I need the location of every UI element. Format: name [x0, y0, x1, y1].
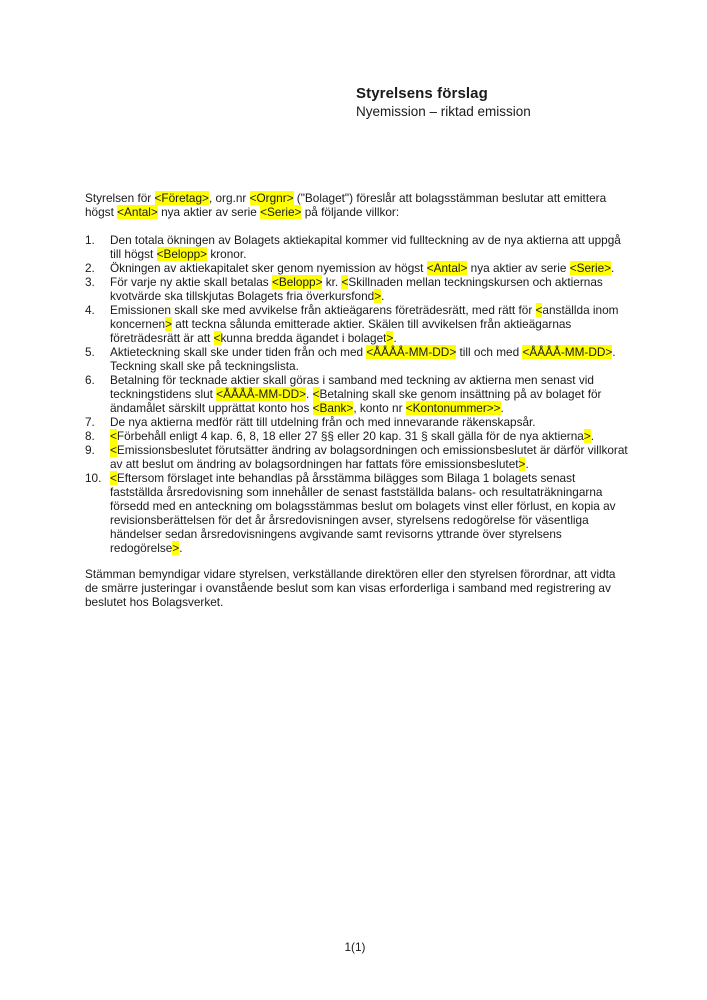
placeholder-highlight: <ÅÅÅÅ-MM-DD>: [522, 345, 613, 359]
list-item-text: [110, 443, 630, 471]
list-item: [85, 303, 630, 345]
list-item: [85, 429, 630, 443]
text-run: ("Bolaget") föreslår att bolagsstämman beslutar att emittera högst: [85, 191, 607, 219]
document-body: [85, 191, 630, 609]
text-run: .: [306, 387, 313, 401]
text-run: .: [611, 261, 615, 275]
text-run: De nya aktierna medför rätt till utdelning från och med innevarande räkenskapsår.: [110, 415, 536, 429]
list-item: [85, 233, 630, 261]
list-item-number: 1.: [85, 233, 95, 247]
list-item-number: 3.: [85, 275, 95, 289]
text-run: .: [381, 289, 385, 303]
text-run: , org.nr: [208, 191, 250, 205]
placeholder-highlight: <: [312, 387, 320, 401]
list-item: [85, 415, 630, 429]
placeholder-highlight: <Kontonummer>>: [405, 401, 501, 415]
text-run: att teckna sålunda emitterade aktier. Skälen till avvikelsen från aktieägarnas företrädesrätt är att: [110, 317, 572, 345]
list-item-text: [110, 373, 630, 415]
text-run: Den totala ökningen av Bolagets aktiekapital kommer vid fullteckning av de nya aktierna att uppgå till högst: [110, 233, 621, 261]
list-item: [85, 261, 630, 275]
text-run: Förbehåll enligt 4 kap. 6, 8, 18 eller 27 §§ eller 20 kap. 31 § skall gälla för de nya aktierna: [116, 429, 584, 443]
placeholder-highlight: >: [172, 541, 180, 555]
placeholder-highlight: <: [110, 471, 117, 485]
placeholder-highlight: >: [374, 289, 382, 303]
placeholder-highlight: <: [341, 275, 349, 289]
placeholder-highlight: <Serie>: [260, 205, 302, 219]
list-item-text: [110, 233, 630, 261]
page-number: 1(1): [344, 940, 366, 954]
text-run: kronor.: [207, 247, 247, 261]
text-run: . Teckning skall ske på teckningslista.: [110, 345, 616, 373]
placeholder-highlight: >: [583, 429, 591, 443]
list-item-text: [110, 345, 630, 373]
list-item-number: 2.: [85, 261, 95, 275]
placeholder-highlight: >: [165, 317, 172, 331]
text-run: .: [179, 541, 183, 555]
placeholder-highlight: >: [386, 331, 394, 345]
list-item: [85, 471, 630, 555]
text-run: Skillnaden mellan teckningskursen och aktiernas kvotvärde ska tillskjutas Bolagets fria överkursfond: [110, 275, 603, 303]
placeholder-highlight: <Bank>: [312, 401, 354, 415]
text-run: anställda inom koncernen: [110, 303, 619, 331]
terms-list: [85, 233, 630, 555]
list-item: [85, 275, 630, 303]
placeholder-highlight: <Belopp>: [156, 247, 208, 261]
text-run: Betalning för tecknade aktier skall göras i samband med teckning av aktierna men senast vid teckningstidens slut: [110, 373, 594, 401]
text-run: Aktieteckning skall ske under tiden från och med: [110, 345, 367, 359]
list-item-number: 9.: [85, 443, 95, 457]
text-run: För varje ny aktie skall betalas: [110, 275, 272, 289]
document-header: [356, 84, 531, 120]
text-run: på följande villkor:: [301, 205, 400, 219]
placeholder-highlight: <: [110, 443, 117, 457]
placeholder-highlight: >: [518, 457, 526, 471]
list-item-text: [110, 275, 630, 303]
placeholder-highlight: <: [110, 429, 117, 443]
text-run: nya aktier av serie: [157, 205, 261, 219]
text-run: .: [590, 429, 594, 443]
closing-paragraph: Stämman bemyndigar vidare styrelsen, verkställande direktören eller den styrelsen förordnar, att vidta de smärre justeringar i ovanstående beslut som kan visas erforderliga i samband med registrering av beslutet hos Bolagsverket.: [85, 567, 616, 609]
text-run: Styrelsen för: [85, 191, 155, 205]
text-run: Emissionen skall ske med avvikelse från aktieägarens företrädesrätt, med rätt för: [110, 303, 536, 317]
placeholder-highlight: <Företag>: [154, 191, 209, 205]
list-item-text: [110, 415, 630, 429]
placeholder-highlight: <ÅÅÅÅ-MM-DD>: [366, 345, 457, 359]
list-item-number: 5.: [85, 345, 95, 359]
placeholder-highlight: <ÅÅÅÅ-MM-DD>: [216, 387, 307, 401]
list-item-number: 6.: [85, 373, 95, 387]
text-run: .: [525, 457, 529, 471]
placeholder-highlight: <Serie>: [569, 261, 612, 275]
placeholder-highlight: <Antal>: [426, 261, 468, 275]
list-item-number: 7.: [85, 415, 95, 429]
placeholder-highlight: <: [535, 303, 543, 317]
document-title: Styrelsens förslag: [356, 85, 488, 102]
text-run: till och med: [456, 345, 523, 359]
text-run: nya aktier av serie: [467, 261, 570, 275]
text-run: kunna bredda ägandet i bolaget: [220, 331, 387, 345]
text-run: .: [393, 331, 397, 345]
intro-paragraph: [85, 191, 630, 219]
list-item-number: 8.: [85, 429, 95, 443]
text-run: Ökningen av aktiekapitalet sker genom nyemission av högst: [110, 261, 427, 275]
list-item: [85, 373, 630, 415]
list-item-number: 4.: [85, 303, 95, 317]
text-run: .: [500, 401, 504, 415]
placeholder-highlight: <Orgnr>: [249, 191, 294, 205]
list-item: [85, 345, 630, 373]
placeholder-highlight: <Belopp>: [271, 275, 323, 289]
list-item: [85, 443, 630, 471]
list-item-text: [110, 429, 630, 443]
text-run: kr.: [322, 275, 342, 289]
placeholder-highlight: <: [213, 331, 221, 345]
text-run: Emissionsbeslutet förutsätter ändring av bolagsordningen och emissionsbeslutet är därför villkorat av att beslut om ändring av bolagsordningen har fattats före emissionsbeslutet: [110, 443, 628, 471]
text-run: Eftersom förslaget inte behandlas på årsstämma bilägges som Bilaga 1 bolagets senast fastställda årsredovisning som innehåller de senast fastställda balans- och resultaträkningarna försedd med en anteckning om bolagsstämmas beslut om bolagets vinst eller förlust, en kopia av revisionsberättelsen för det år årsredovisningen avser, styrelsens redogörelse för väsentliga händelser sedan årsredovisningens avgivande samt revisorns yttrande över styrelsens redogörelse: [110, 471, 616, 555]
placeholder-highlight: <Antal>: [117, 205, 158, 219]
document-subtitle: Nyemission – riktad emission: [356, 104, 531, 119]
list-item-text: [110, 261, 630, 275]
list-item-text: [110, 303, 630, 345]
list-item-number: 10.: [85, 471, 102, 485]
text-run: , konto nr: [353, 401, 406, 415]
list-item-text: [110, 471, 630, 555]
text-run: Betalning skall ske genom insättning på av bolaget för ändamålet särskilt upprättat konto hos: [110, 387, 602, 415]
